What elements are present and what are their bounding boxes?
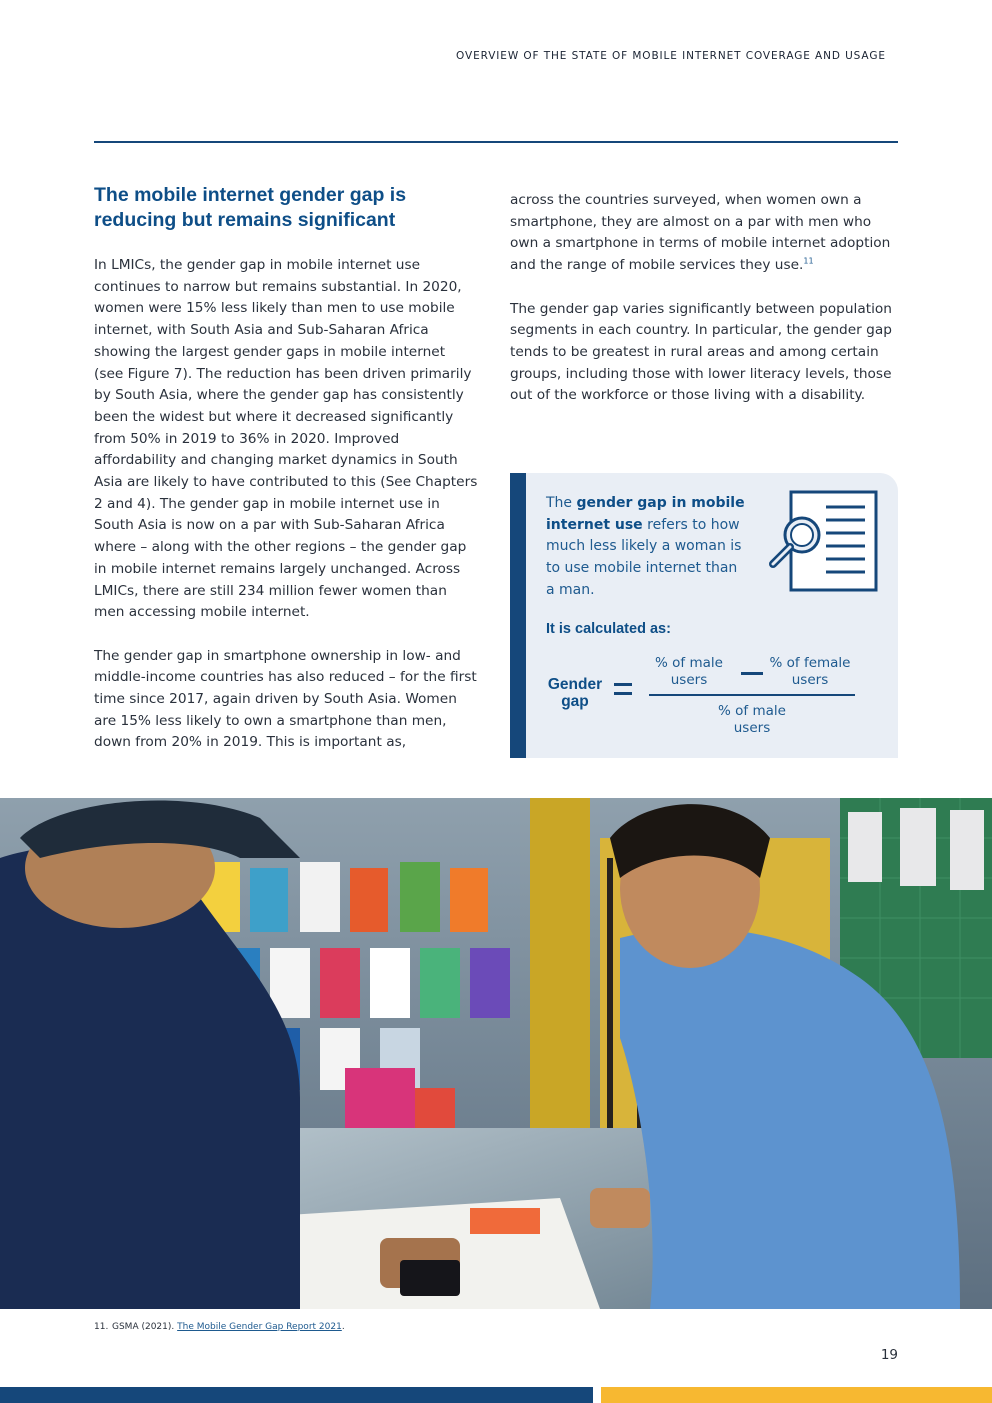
footnote-link[interactable]: The Mobile Gender Gap Report 2021 [177,1322,342,1332]
header-rule [94,141,898,143]
calculation-label: It is calculated as: [546,621,671,637]
footer-bar-blue [0,1387,593,1403]
formula-denominator: % of male users [718,703,786,736]
formula-numerator-male: % of male users [655,655,723,688]
formula-numerator-female: % of female users [769,655,851,688]
body-paragraph [510,190,898,277]
left-column [94,255,478,754]
definition-text: refers to how much less likely a woman is to use mobile internet than a man. [546,516,742,598]
definition-prefix: The [546,495,577,511]
equals-sign [614,680,632,700]
footer-bar-yellow [601,1387,992,1403]
page-number: 19 [880,1347,898,1363]
footnote [94,1322,345,1332]
body-paragraph: The gender gap in smartphone ownership in low- and middle-income countries has also reduced – for the first time since 2017, again driven by South Asia. Women are 15% less likely to own a smartphone than men, down from 20% in 2019. This is important as, [94,647,477,751]
photo-illustration [0,798,992,1309]
definition-term: gender gap in mobile internet use [546,495,745,533]
footnote-number: 11. [94,1322,109,1332]
fraction-line [649,694,855,696]
footnote-end: . [341,1322,345,1332]
shop-photo [0,798,992,1309]
footnote-reference[interactable]: 11 [803,256,814,266]
document-magnifier-icon [764,489,880,597]
right-column [510,190,898,407]
callout-definition [546,493,746,602]
paragraph-text: across the countries surveyed, when women own a smartphone, they are almost on a par with men who own a smartphone in terms of mobile internet adoption and the range of mobile services they use. [510,192,891,274]
minus-sign [741,672,763,675]
definition-callout [510,473,898,758]
running-header: OVERVIEW OF THE STATE OF MOBILE INTERNET COVERAGE AND USAGE [456,50,886,62]
footnote-text: GSMA (2021). [112,1322,175,1332]
section-heading: The mobile internet gender gap is reducing but remains significant [94,184,407,231]
callout-accent-bar [510,473,526,758]
body-paragraph: The gender gap varies significantly between population segments in each country. In particular, the gender gap tends to be greatest in rural areas and among certain groups, including those with lower literacy levels, those out of the workforce or those living with a disability. [510,300,892,404]
body-paragraph: In LMICs, the gender gap in mobile internet use continues to narrow but remains substantial. In 2020, women were 15% less likely than men to use mobile internet, with South Asia and Sub-Saharan Africa showing the largest gender gaps in mobile internet (see Figure 7). The reduction has been driven primarily by South Asia, where the gender gap has consistently been the widest but where it decreased significantly from 50% in 2019 to 36% in 2020. Improved affordability and changing market dynamics in South Asia are likely to have contributed to this (See Chapters 2 and 4). The gender gap in mobile internet use in South Asia is now on a par with Sub-Saharan Africa where – along with the other regions – the gender gap in mobile internet remains largely unchanged. Across LMICs, there are still 234 million fewer women than men accessing mobile internet. [94,257,478,621]
formula-lhs: Gender gap [547,676,603,710]
